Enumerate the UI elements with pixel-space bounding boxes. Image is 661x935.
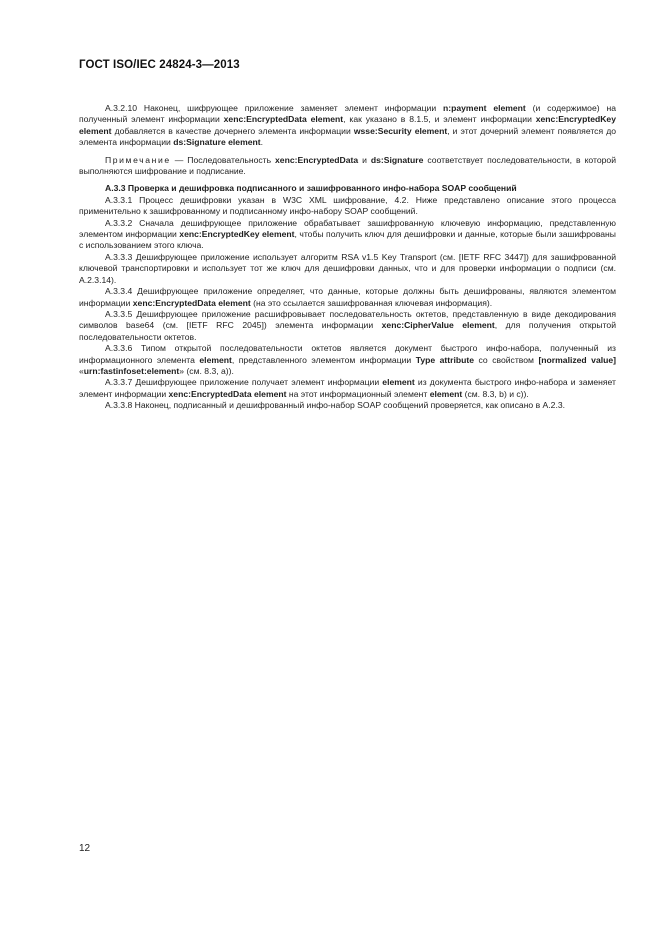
paragraph-a331: А.3.3.1 Процесс дешифровки указан в W3C XML шифрование, 4.2. Ниже представлено описание этого процесса применительно к зашифрованному и подписанному инфо-набору SOAP сообщений.: [79, 194, 616, 217]
note-label: Примечание: [105, 154, 171, 165]
document-body: [79, 103, 616, 412]
section-heading-a33: А.3.3 Проверка и дешифровка подписанного и зашифрованного инфо-набора SOAP сообщений: [105, 183, 517, 194]
paragraph-a3210: А.3.2.10 Наконец, шифрующее приложение заменяет элемент информации n:payment element (и содержимое) на полученный элемент информации xenc:EncryptedData element, как указано в 8.1.5, и элемент информации xenc:EncryptedKey element добавляется в качестве дочернего элемента информации wsse:Security element, и этот дочерний элемент появляется до элемента информации ds:Signature element.: [79, 103, 616, 148]
paragraph-a336: А.3.3.6 Типом открытой последовательности октетов является документ быстрого инфо-набора, полученный из информационного элемента element, представленного элементом информации Type attribute со свойством [normalized value] «urn:fastinfoset:element» (см. 8.3, а)).: [79, 343, 616, 376]
paragraph-a334: А.3.3.4 Дешифрующее приложение определяет, что данные, которые должны быть дешифрованы, являются элементом информации xenc:EncryptedData element (на это ссылается зашифрованная ключевая информация).: [79, 286, 616, 308]
document-header: ГОСТ ISO/IEC 24824-3—2013: [79, 59, 240, 71]
paragraph-a332: А.3.3.2 Сначала дешифрующее приложение обрабатывает зашифрованную ключевую информацию, представленную элементом информации xenc:EncryptedKey element, чтобы получить ключ для дешифровки и данные, которые были зашифрованы с использованием этого ключа.: [79, 217, 616, 251]
paragraph-a338: А.3.3.8 Наконец, подписанный и дешифрованный инфо-набор SOAP сообщений проверяется, как описано в А.2.3.: [105, 400, 566, 411]
paragraph-a335: А.3.3.5 Дешифрующее приложение расшифровывает последовательность октетов, представленную в виде декодирования символов base64 (см. [IETF RFC 2045]) элемента информации xenc:CipherValue element, для получения открытой последовательности октетов.: [79, 308, 616, 342]
page-number: 12: [79, 843, 91, 854]
note-paragraph: Примечание — Последовательность xenc:EncryptedData и ds:Signature соответствует последовательности, в которой выполняются шифрование и подписание.: [79, 154, 616, 177]
paragraph-a337: А.3.3.7 Дешифрующее приложение получает элемент информации element из документа быстрого инфо-набора и заменяет элемент информации xenc:EncryptedData element на этот информационный элемент element (см. 8.3, b) и с)).: [79, 377, 616, 399]
paragraph-a333: А.3.3.3 Дешифрующее приложение использует алгоритм RSA v1.5 Key Transport (см. [IETF RFC 3447]) для зашифрованной ключевой транспортировки и использует тот же ключ для дешифровки данных, что и для проверки информации о подписи (см. А.2.3.14).: [79, 251, 616, 285]
